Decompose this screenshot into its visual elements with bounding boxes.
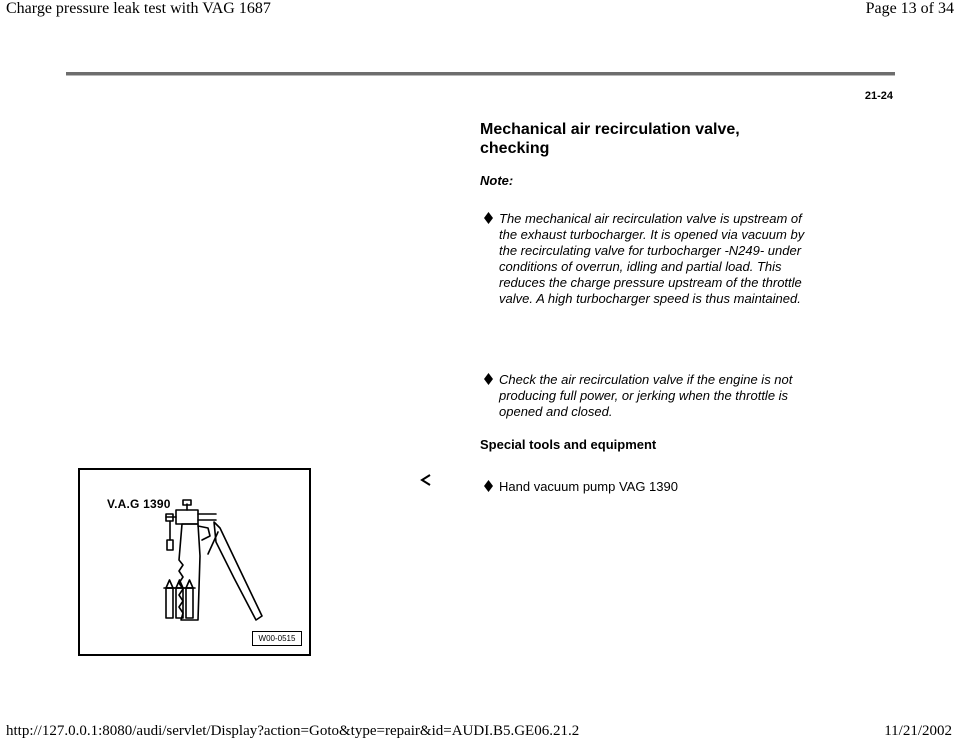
note-bullet-text: The mechanical air recirculation valve is upstream of the exhaust turbocharger. It is opened via vacuum by the recirculating valve for turbocharger -N249- under conditions of overrun, idling and partial load. This reduces the charge pressure upstream of the throttle valve. A high turbocharger speed is thus maintained. xyxy=(499,211,805,306)
diamond-icon xyxy=(484,212,493,224)
tool-figure xyxy=(78,468,311,656)
header-title: Charge pressure leak test with VAG 1687 xyxy=(6,0,271,17)
note-bullet-2 xyxy=(484,372,814,420)
footer-date: 11/21/2002 xyxy=(884,723,952,739)
section-title: Mechanical air recirculation valve, checking xyxy=(480,121,740,157)
diamond-icon xyxy=(484,480,493,492)
footer-url: http://127.0.0.1:8080/audi/servlet/Display?action=Goto&type=repair&id=AUDI.B5.GE06.21.2 xyxy=(6,723,580,739)
note-bullet-text: Check the air recirculation valve if the engine is not producing full power, or jerking when the throttle is opened and closed. xyxy=(499,372,793,419)
page-indicator: Page 13 of 34 xyxy=(865,0,954,17)
tool-bullet-text: Hand vacuum pump VAG 1390 xyxy=(499,479,678,494)
header-rule xyxy=(66,72,895,76)
vacuum-pump-illustration xyxy=(80,470,309,654)
diamond-icon xyxy=(484,373,493,385)
section-number: 21-24 xyxy=(864,90,893,102)
figure-code: W00-0515 xyxy=(252,631,302,646)
note-bullet-1 xyxy=(484,211,814,307)
note-label: Note: xyxy=(480,173,514,188)
arrow-left-icon xyxy=(418,472,434,488)
figure-label: V.A.G 1390 xyxy=(107,497,171,511)
special-tools-heading: Special tools and equipment xyxy=(480,437,657,452)
tool-bullet-1 xyxy=(484,479,814,495)
